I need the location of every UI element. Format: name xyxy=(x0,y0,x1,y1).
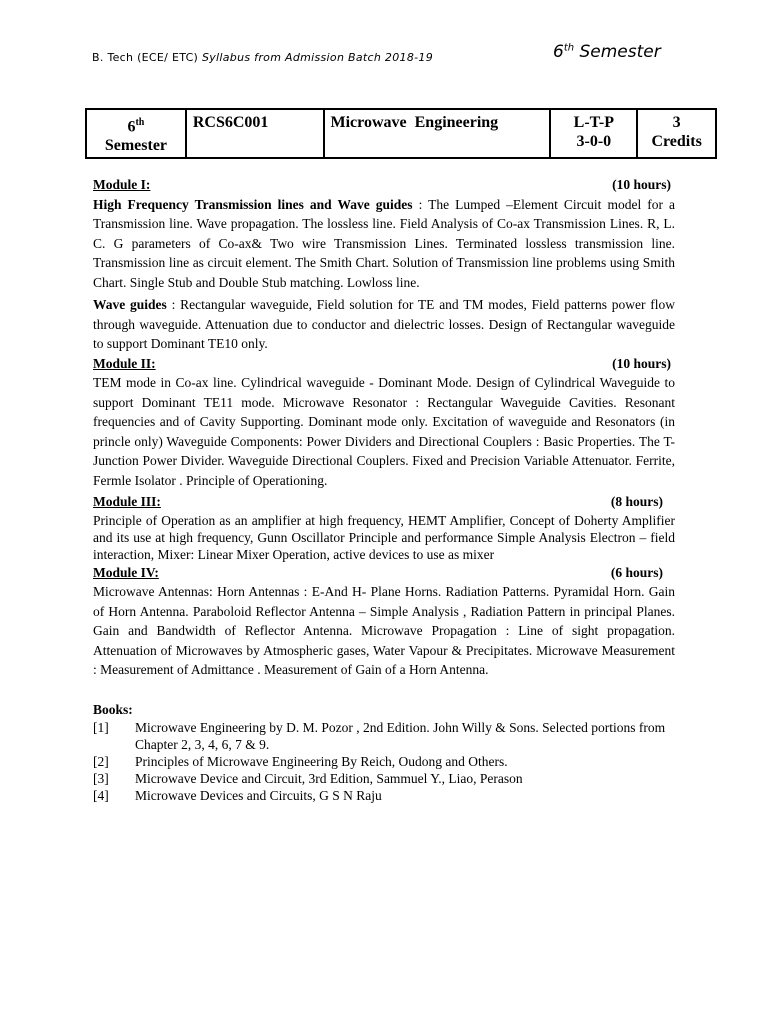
course-info-table xyxy=(85,108,717,159)
module-2-heading xyxy=(93,354,675,374)
topic-heading: Wave guides xyxy=(93,297,167,312)
book-text: Microwave Device and Circuit, 3rd Edition, Sammuel Y., Liao, Perason xyxy=(135,771,523,786)
ltp-value: 3-0-0 xyxy=(576,133,612,150)
module-title: Module IV: xyxy=(93,564,159,580)
module-3-heading xyxy=(93,492,675,512)
credits-number: 3 xyxy=(672,114,681,131)
module-3-text: Principle of Operation as an amplifier at high frequency, HEMT Amplifier, Concept of Doherty Amplifier and its use at high frequency, Gunn Oscillator Principle and performance Simple Analysis Electron – field interaction, Mixer: Linear Mixer Operation, active devices to use as mixer xyxy=(93,512,675,562)
books-heading: Books: xyxy=(93,701,133,717)
topic-text: : Rectangular waveguide, Field solution for TE and TM modes, Field patterns power flow through waveguide. Attenuation due to conductor and dielectric losses. Design of Rectangular waveguide to support Dominant TE10 only. xyxy=(93,297,676,351)
credits-cell xyxy=(637,109,716,158)
book-item xyxy=(93,719,675,753)
syllabus-content xyxy=(93,175,675,804)
module-1-heading xyxy=(93,175,675,195)
book-number: [2] xyxy=(93,754,109,769)
course-code-cell xyxy=(186,109,324,158)
page-header-program xyxy=(92,51,433,64)
book-text: Principles of Microwave Engineering By Reich, Oudong and Others. xyxy=(135,754,508,769)
book-item xyxy=(93,753,675,770)
module-title: Module I: xyxy=(93,177,151,192)
sem-word: Semester xyxy=(104,137,168,155)
course-name: Microwave Engineering xyxy=(330,114,499,131)
book-item xyxy=(93,770,675,787)
book-number: [4] xyxy=(93,788,109,803)
module-title: Module III: xyxy=(93,494,161,509)
ltp-cell xyxy=(550,109,637,158)
book-item xyxy=(93,787,675,804)
sem-number: 6 xyxy=(127,118,136,136)
semester-suffix: th xyxy=(563,42,575,54)
sem-suffix: th xyxy=(135,117,145,128)
semester-cell xyxy=(86,109,186,158)
page-header-semester xyxy=(553,42,661,62)
module-hours: (6 hours) xyxy=(610,564,663,580)
book-text: Microwave Devices and Circuits, G S N Raju xyxy=(135,788,382,803)
credits-word: Credits xyxy=(651,133,702,150)
module-hours: (10 hours) xyxy=(612,355,671,371)
module-1-topic-1 xyxy=(93,195,675,293)
module-title: Module II: xyxy=(93,355,156,371)
book-number: [3] xyxy=(93,771,109,786)
book-number: [1] xyxy=(93,720,109,735)
module-4-heading xyxy=(93,563,675,583)
book-text: Microwave Engineering by D. M. Pozor , 2nd Edition. John Willy & Sons. Selected portions from Chapter 2, 3, 4, 6, 7 & 9. xyxy=(135,720,666,752)
module-hours: (10 hours) xyxy=(612,177,671,192)
topic-text: : The Lumped –Element Circuit model for a Transmission line. Wave propagation. The lossless line. Field Analysis of Co-ax Transmission Lines. R, L. C. G parameters of Co-ax& Two wire Transmission Lines. Terminated lossless transmission line. Transmission line as circuit element. The Smith Chart. Solution of Transmission line problems using Smith Chart. Single Stub and Double Stub matching. Lowloss line. xyxy=(93,196,675,290)
module-hours: (8 hours) xyxy=(610,494,663,509)
syllabus-batch: Syllabus from Admission Batch 2018-19 xyxy=(198,51,433,64)
module-1-topic-2 xyxy=(93,295,675,354)
module-2-text: TEM mode in Co-ax line. Cylindrical waveguide - Dominant Mode. Design of Cylindrical Waveguide to support Dominant TE11 mode. Microwave Resonator : Rectangular Waveguide Cavities. Resonant frequencies and of Cavity Supporting. Dominant mode only. Excitation of waveguide and Resonators (in princle only) Waveguide Components: Power Dividers and Directional Couplers : Basic Properties. The T-Junction Power Divider. Waveguide Directional Couplers. Fixed and Precision Variable Attenuator. Ferrite, Fermle Isolator . Principle of Operationing. xyxy=(93,375,675,488)
course-name-cell xyxy=(324,109,551,158)
course-info-row xyxy=(86,109,716,158)
semester-word: Semester xyxy=(574,42,661,62)
program-name: B. Tech (ECE/ ETC) xyxy=(92,51,199,64)
topic-heading: High Frequency Transmission lines and Wave guides xyxy=(93,196,413,212)
course-code: RCS6C001 xyxy=(192,114,269,131)
semester-number: 6 xyxy=(553,42,564,62)
ltp-label: L-T-P xyxy=(573,114,614,131)
module-4-text: Microwave Antennas: Horn Antennas : E-And H- Plane Horns. Radiation Patterns. Pyramidal Horn. Gain of Horn Antenna. Paraboloid Reflector Antenna – Simple Analysis , Radiation Pattern in principal Planes. Gain and Bandwidth of Reflector Antenna. Microwave Propagation : Line of sight propagation. Attenuation of Microwaves by Atmospheric gases, Water Vapour & Precipitates. Microwave Measurement : Measurement of Admittance . Measurement of Gain of a Horn Antenna. xyxy=(93,584,675,677)
